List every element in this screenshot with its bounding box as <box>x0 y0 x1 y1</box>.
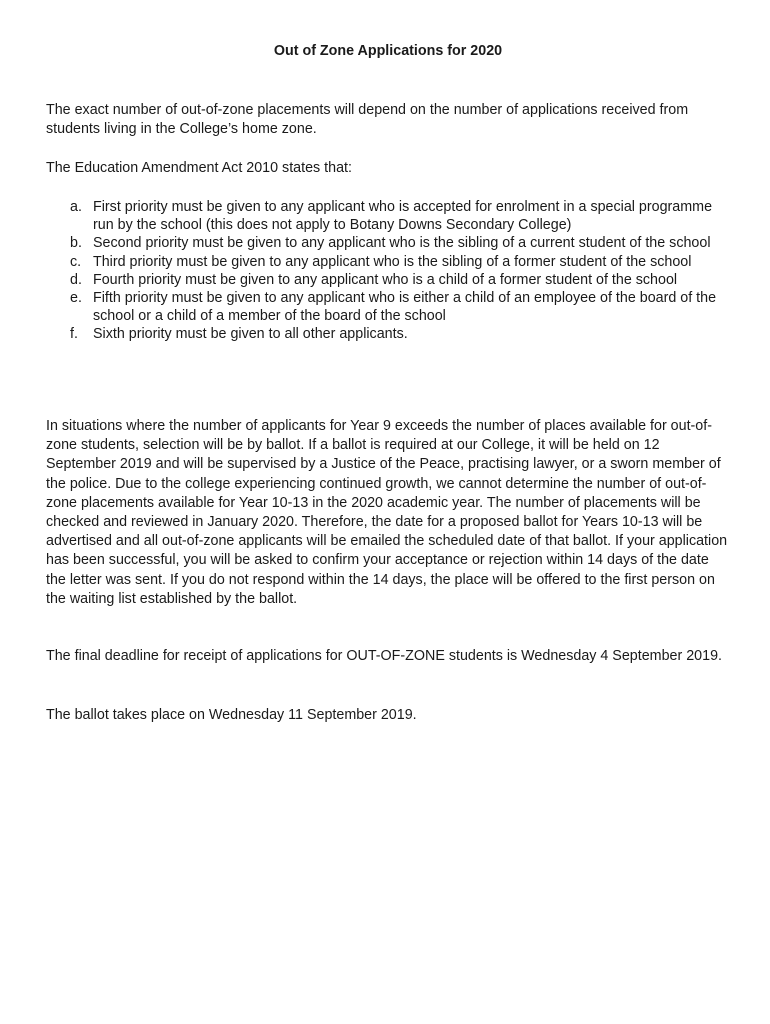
priority-text: Sixth priority must be given to all other applicants. <box>93 326 408 343</box>
priority-item-d <box>46 271 730 289</box>
list-marker: c. <box>70 253 82 270</box>
intro-paragraph: The exact number of out-of-zone placements will depend on the number of applications received from students living in the College’s home zone. <box>46 102 689 138</box>
ballot-paragraph: In situations where the number of applicants for Year 9 exceeds the number of places available for out-of-zone students, selection will be by ballot. If a ballot is required at our College, it will be held on 12 September 2019 and will be supervised by a Justice of the Peace, practising lawyer, or a sworn member of the police. Due to the college experiencing continued growth, we cannot determine the number of out-of-zone placements available for Year 10-13 in the 2020 academic year. The number of placements will be checked and reviewed in January 2020. Therefore, the date for a proposed ballot for Years 10-13 will be advertised and all out-of-zone applicants will be emailed the scheduled date of that ballot. If your application has been successful, you will be asked to confirm your acceptance or rejection within 14 days of the date the letter was sent. If you do not respond within the 14 days, the place will be offered to the first person on the waiting list established by the ballot. <box>46 418 728 607</box>
document-title: Out of Zone Applications for 2020 <box>273 43 503 59</box>
priority-text: Second priority must be given to any applicant who is the sibling of a current student of the school <box>93 235 711 252</box>
list-marker: b. <box>70 235 82 252</box>
priority-item-e <box>46 289 730 325</box>
act-statement: The Education Amendment Act 2010 states that: <box>46 160 352 176</box>
priority-text: Fifth priority must be given to any applicant who is either a child of an employee of the board of the school or a child of a member of the board of the school <box>93 290 717 325</box>
priority-item-b <box>46 234 730 252</box>
list-marker: a. <box>70 199 82 215</box>
priority-item-f <box>46 325 730 343</box>
list-marker: e. <box>70 290 82 307</box>
priority-item-a <box>46 198 730 234</box>
ballot-date-paragraph: The ballot takes place on Wednesday 11 September 2019. <box>46 707 417 723</box>
list-marker: f. <box>70 326 78 343</box>
priority-text: First priority must be given to any applicant who is accepted for enrolment in a special programme run by the school (this does not apply to Botany Downs Secondary College) <box>93 199 713 234</box>
priority-list <box>46 198 730 344</box>
priority-text: Third priority must be given to any applicant who is the sibling of a former student of the school <box>93 253 692 270</box>
list-marker: d. <box>70 271 82 288</box>
priority-item-c <box>46 253 730 271</box>
deadline-paragraph: The final deadline for receipt of applications for OUT-OF-ZONE students is Wednesday 4 September 2019. <box>46 648 722 664</box>
priority-text: Fourth priority must be given to any applicant who is a child of a former student of the school <box>93 271 678 288</box>
